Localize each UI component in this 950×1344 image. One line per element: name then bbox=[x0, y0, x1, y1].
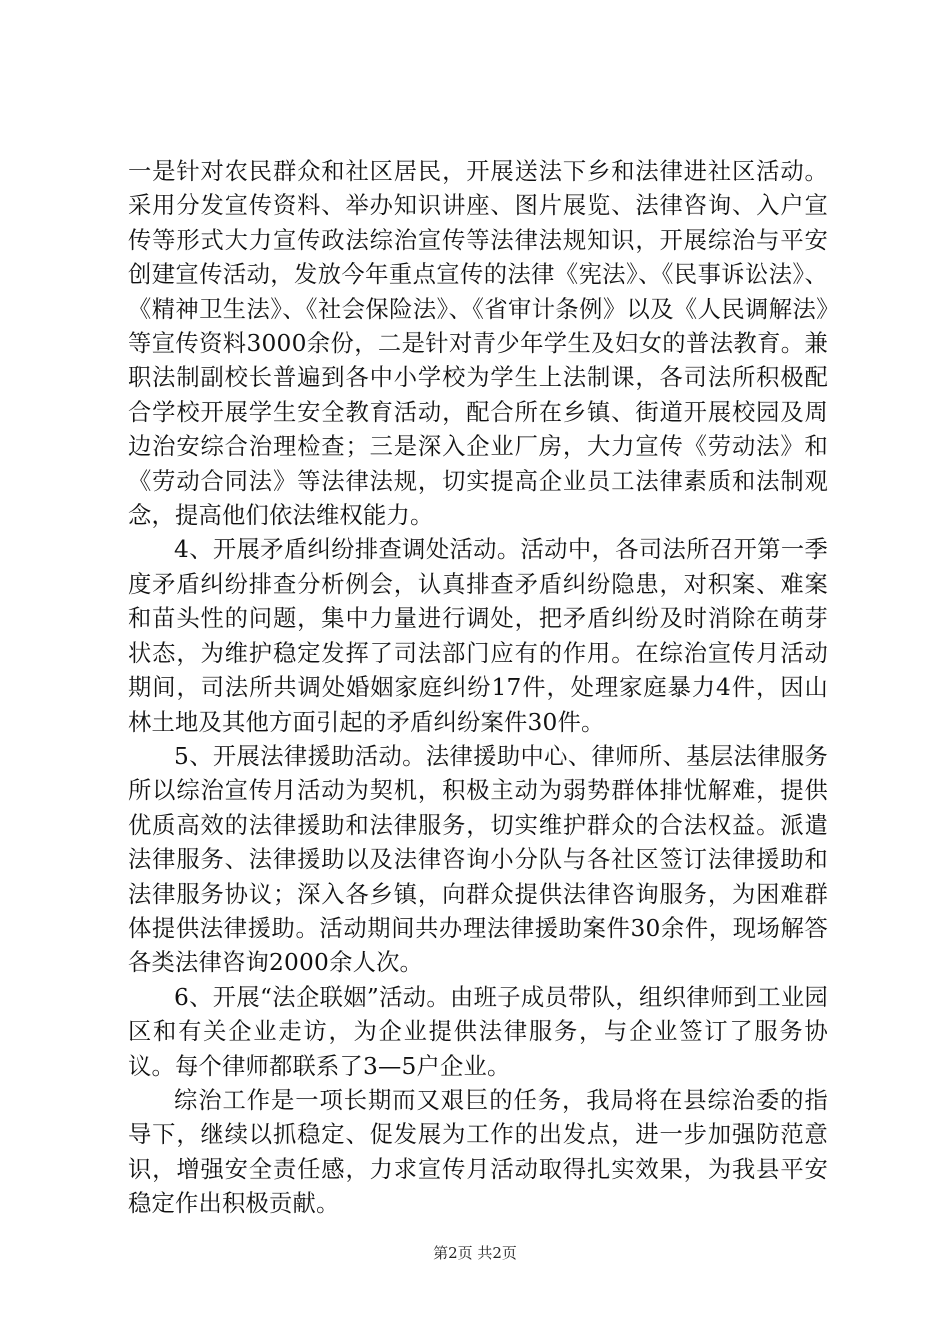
page-number-footer: 第2页 共2页 bbox=[433, 1244, 517, 1262]
paragraph-legal-aid: 5、开展法律援助活动。法律援助中心、律师所、基层法律服务所以综治宣传月活动为契机，积极主动为弱势群体排忧解难，提供优质高效的法律援助和法律服务，切实维护群众的合法权益。派遣法律服务、法律援助以及法律咨询小分队与各社区签订法律援助和法律服务协议；深入各乡镇，向群众提供法律咨询服务，为困难群体提供法律援助。活动期间共办理法律援助案件30余件，现场解答各类法律咨询2000余人次。 bbox=[128, 742, 828, 977]
document-body bbox=[128, 155, 828, 1222]
paragraph-outreach-activities: 一是针对农民群众和社区居民，开展送法下乡和法律进社区活动。采用分发宣传资料、举办知识讲座、图片展览、法律咨询、入户宣传等形式大力宣传政法综治宣传等法律法规知识，开展综治与平安创建宣传活动，发放今年重点宣传的法律《宪法》、《民事诉讼法》、《精神卫生法》、《社会保险法》、《省审计条例》以及《人民调解法》等宣传资料3000余份，二是针对青少年学生及妇女的普法教育。兼职法制副校长普遍到各中小学校为学生上法制课，各司法所积极配合学校开展学生安全教育活动，配合所在乡镇、街道开展校园及周边治安综合治理检查；三是深入企业厂房，大力宣传《劳动法》和《劳动合同法》等法律法规，切实提高企业员工法律素质和法制观念，提高他们依法维权能力。 bbox=[128, 158, 828, 530]
paragraph-conclusion: 综治工作是一项长期而又艰巨的任务，我局将在县综治委的指导下，继续以抓稳定、促发展为工作的出发点，进一步加强防范意识，增强安全责任感，力求宣传月活动取得扎实效果，为我县平安稳定作出积极贡献。 bbox=[128, 1086, 828, 1218]
paragraph-dispute-mediation: 4、开展矛盾纠纷排查调处活动。活动中，各司法所召开第一季度矛盾纠纷排查分析例会，认真排查矛盾纠纷隐患，对积案、难案和苗头性的问题，集中力量进行调处，把矛盾纠纷及时消除在萌芽状态，为维护稳定发挥了司法部门应有的作用。在综治宣传月活动期间，司法所共调处婚姻家庭纠纷17件，处理家庭暴力4件，因山林土地及其他方面引起的矛盾纠纷案件30件。 bbox=[128, 536, 828, 736]
paragraph-law-enterprise-partnership: 6、开展“法企联姻”活动。由班子成员带队，组织律师到工业园区和有关企业走访，为企业提供法律服务，与企业签订了服务协议。每个律师都联系了3—5户企业。 bbox=[128, 983, 828, 1080]
